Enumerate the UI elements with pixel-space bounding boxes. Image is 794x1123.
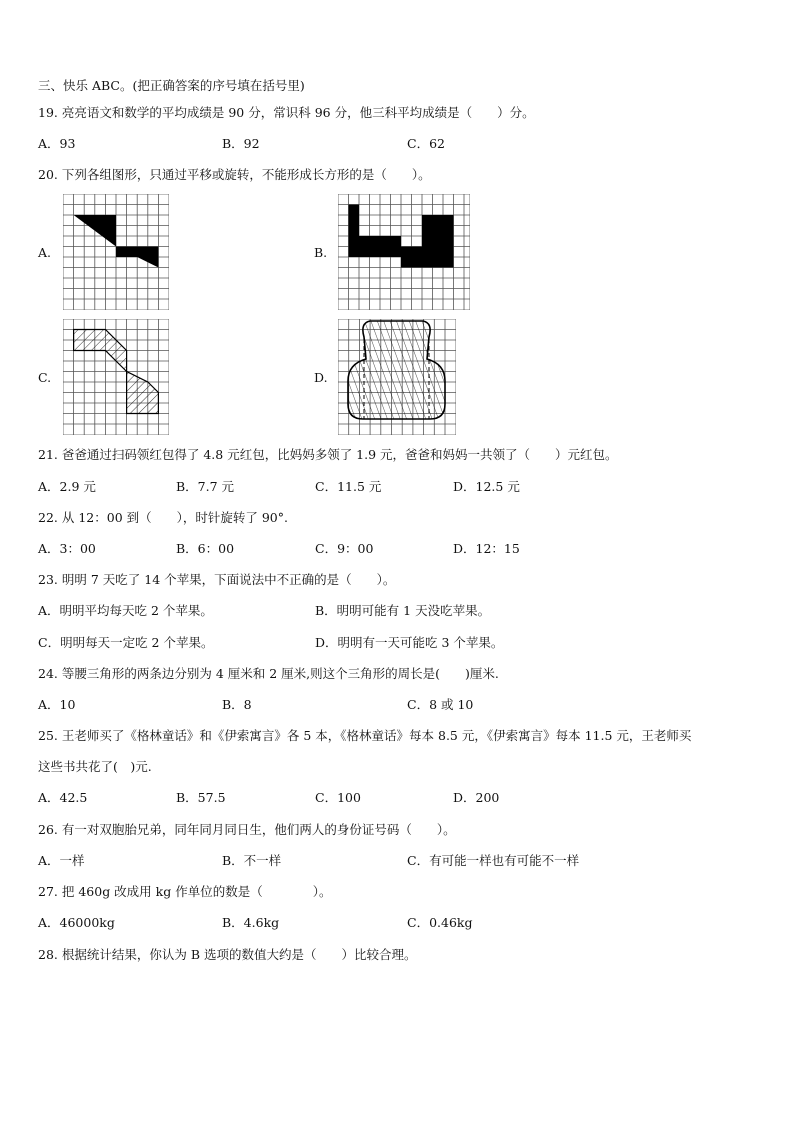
question-20: 20. 下列各组图形，只通过平移或旋转，不能形成长方形的是（ ）。 [38, 167, 431, 182]
q25-option-a[interactable]: A．42.5 [38, 790, 88, 805]
figure-label-b: B. [314, 245, 328, 260]
q19-option-c[interactable]: C．62 [407, 136, 445, 151]
q21-option-c[interactable]: C．11.5 元 [315, 479, 382, 494]
figure-d-grid[interactable] [338, 319, 456, 435]
section-title: 三、快乐 ABC。(把正确答案的序号填在括号里) [38, 78, 305, 93]
question-22: 22. 从 12：00 到（ ），时针旋转了 90°. [38, 510, 288, 525]
q25-option-c[interactable]: C．100 [315, 790, 361, 805]
q24-option-b[interactable]: B．8 [222, 697, 252, 712]
figure-b-grid[interactable] [338, 194, 470, 310]
q22-option-b[interactable]: B．6：00 [176, 541, 235, 556]
q21-option-a[interactable]: A．2.9 元 [38, 479, 96, 494]
figure-c-grid[interactable] [63, 319, 169, 435]
q19-option-a[interactable]: A．93 [38, 136, 76, 151]
question-24: 24. 等腰三角形的两条边分别为 4 厘米和 2 厘米,则这个三角形的周长是( )厘米. [38, 666, 499, 681]
q26-option-a[interactable]: A．一样 [38, 853, 85, 868]
q21-option-d[interactable]: D．12.5 元 [453, 479, 520, 494]
q19-option-b[interactable]: B．92 [222, 136, 260, 151]
figure-a-grid[interactable] [63, 194, 169, 310]
q22-option-d[interactable]: D．12：15 [453, 541, 520, 556]
q26-option-c[interactable]: C．有可能一样也有可能不一样 [407, 853, 580, 868]
question-28: 28. 根据统计结果，你认为 B 选项的数值大约是（ ）比较合理。 [38, 947, 417, 962]
question-19: 19. 亮亮语文和数学的平均成绩是 90 分，常识科 96 分，他三科平均成绩是（ ）分。 [38, 105, 535, 120]
question-25-line2: 这些书共花了( )元. [38, 759, 152, 774]
q23-option-d[interactable]: D．明明有一天可能吃 3 个苹果。 [315, 635, 504, 650]
question-21: 21. 爸爸通过扫码领红包得了 4.8 元红包，比妈妈多领了 1.9 元，爸爸和妈妈一共领了（ ）元红包。 [38, 447, 618, 462]
q23-option-b[interactable]: B．明明可能有 1 天没吃苹果。 [315, 603, 491, 618]
q27-option-b[interactable]: B．4.6kg [222, 915, 280, 930]
figure-label-c: C. [38, 370, 52, 385]
figure-label-d: D. [314, 370, 328, 385]
q21-option-b[interactable]: B．7.7 元 [176, 479, 235, 494]
q27-option-a[interactable]: A．46000kg [38, 915, 115, 930]
q27-option-c[interactable]: C．0.46kg [407, 915, 473, 930]
q25-option-b[interactable]: B．57.5 [176, 790, 226, 805]
q26-option-b[interactable]: B．不一样 [222, 853, 282, 868]
question-27: 27. 把 460g 改成用 kg 作单位的数是（ ）。 [38, 884, 332, 899]
q24-option-c[interactable]: C．8 或 10 [407, 697, 474, 712]
figure-label-a: A. [38, 245, 52, 260]
figure-d-shape [348, 321, 445, 419]
q24-option-a[interactable]: A．10 [38, 697, 76, 712]
figure-b-shape [349, 205, 402, 258]
q23-option-a[interactable]: A．明明平均每天吃 2 个苹果。 [38, 603, 213, 618]
question-26: 26. 有一对双胞胎兄弟，同年同月同日生，他们两人的身份证号码（ ）。 [38, 822, 456, 837]
question-23: 23. 明明 7 天吃了 14 个苹果，下面说法中不正确的是（ ）。 [38, 572, 396, 587]
q22-option-a[interactable]: A．3：00 [38, 541, 96, 556]
question-25: 25. 王老师买了《格林童话》和《伊索寓言》各 5 本，《格林童话》每本 8.5 元，《伊索寓言》每本 11.5 元，王老师买 [38, 728, 692, 743]
q25-option-d[interactable]: D．200 [453, 790, 500, 805]
q23-option-c[interactable]: C．明明每天一定吃 2 个苹果。 [38, 635, 214, 650]
q22-option-c[interactable]: C．9：00 [315, 541, 374, 556]
